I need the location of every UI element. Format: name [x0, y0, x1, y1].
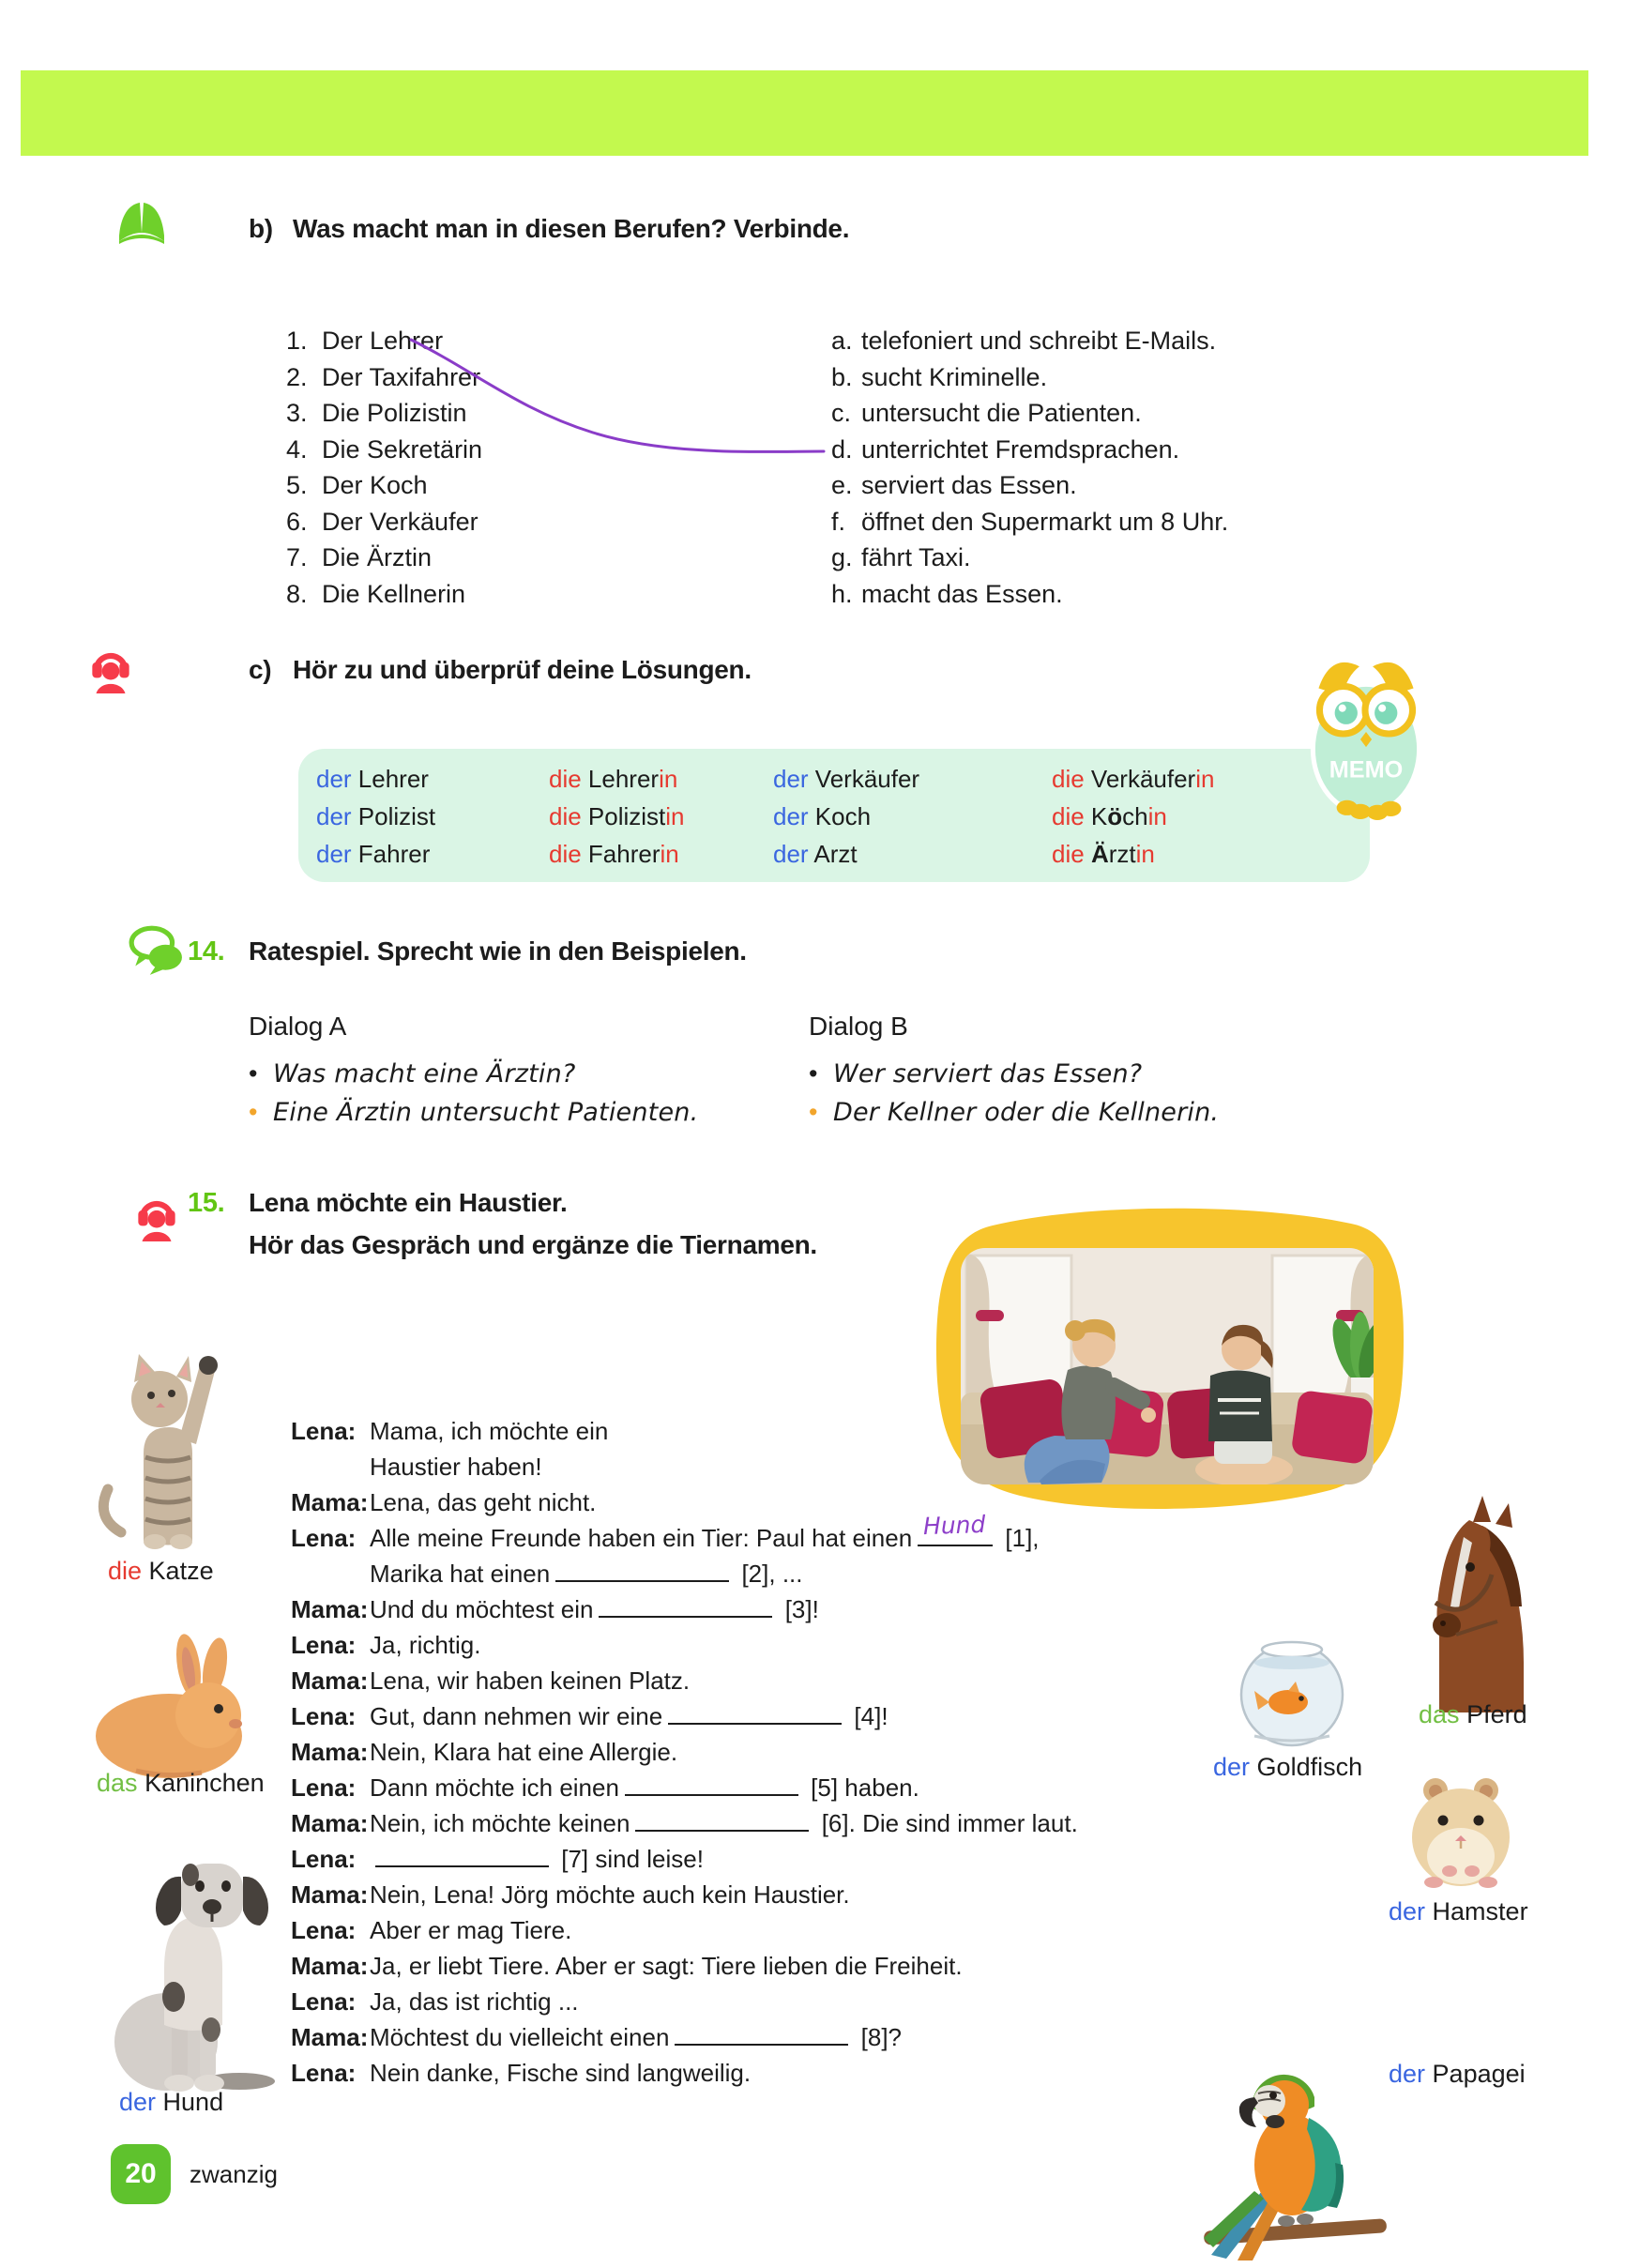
action-item[interactable]	[831, 467, 1228, 504]
profession-item[interactable]	[286, 504, 482, 540]
item-number: 1.	[286, 327, 308, 355]
dialog-line	[249, 1093, 774, 1132]
memo-entry	[549, 798, 685, 835]
item-letter: c.	[831, 399, 852, 427]
memo-part: in	[665, 802, 685, 830]
dialog-a-title: Dialog A	[249, 1012, 347, 1041]
item-letter: a.	[831, 327, 853, 355]
memo-part: Arzt	[808, 840, 858, 868]
item-text: untersucht die Patienten.	[861, 399, 1142, 427]
action-item[interactable]	[831, 323, 1228, 359]
dialogue-text: Gut, dann nehmen wir eine	[370, 1702, 663, 1730]
dialogue-text: [2], ...	[735, 1560, 803, 1588]
dialog-b-title: Dialog B	[809, 1012, 908, 1041]
speaker-name: Mama:	[291, 1738, 369, 1766]
pet-name: Hund	[162, 2088, 224, 2116]
dialog-text: Eine Ärztin untersucht Patienten.	[273, 1098, 699, 1127]
dialogue-line	[291, 1948, 1323, 1984]
dialog-text: Was macht eine Ärztin?	[273, 1059, 576, 1088]
dialogue-text: Nein, Lena! Jörg möchte auch kein Haustier.	[370, 1880, 850, 1909]
profession-item[interactable]	[286, 576, 482, 613]
item-number: 3.	[286, 399, 308, 427]
item-text: fährt Taxi.	[861, 543, 971, 571]
dialogue-text: Haustier haben!	[370, 1453, 542, 1481]
memo-part: ch	[1122, 802, 1148, 830]
fill-in-blank[interactable]	[918, 1510, 993, 1546]
exercise-b-label: b)	[249, 214, 273, 243]
article-text: das	[1419, 1700, 1460, 1728]
item-text: Der Taxifahrer	[322, 362, 481, 391]
dialogue-line	[291, 1734, 1323, 1770]
bullet-icon: •	[249, 1098, 258, 1126]
memo-part: in	[659, 765, 678, 793]
cat-photo	[80, 1348, 258, 1592]
profession-item[interactable]	[286, 540, 482, 576]
action-item[interactable]	[831, 504, 1228, 540]
dialogue-line	[291, 1663, 1323, 1698]
memo-part: der	[316, 840, 352, 868]
fill-in-blank[interactable]	[599, 1591, 772, 1618]
pet-name: Pferd	[1466, 1700, 1527, 1728]
dialogue-text: [1],	[998, 1524, 1040, 1552]
item-letter: e.	[831, 471, 853, 499]
memo-part: der	[773, 802, 809, 830]
memo-entry	[549, 760, 685, 798]
memo-entry	[1052, 835, 1214, 873]
item-text: Die Kellnerin	[322, 579, 466, 608]
dialogue-text: Lena, wir haben keinen Platz.	[370, 1667, 691, 1695]
dialogue-line	[291, 1912, 1323, 1948]
memo-part: der	[316, 765, 352, 793]
item-text: Die Sekretärin	[322, 434, 483, 464]
speaker-name: Lena:	[291, 2059, 357, 2087]
item-letter: d.	[831, 434, 853, 464]
dialogue-line	[291, 1698, 1323, 1734]
memo-part: die	[1052, 765, 1085, 793]
page-number-word: zwanzig	[190, 2160, 278, 2188]
speaker-name: Lena:	[291, 1631, 357, 1659]
item-number: 4.	[286, 434, 308, 464]
exercise-15-number: 15.	[188, 1188, 225, 1218]
speaker-name: Mama:	[291, 1667, 369, 1695]
pet-name: Goldfisch	[1256, 1753, 1363, 1781]
dialogue-text: Marika hat einen	[370, 1560, 551, 1588]
item-letter: g.	[831, 543, 853, 571]
speaker-name: Lena:	[291, 1702, 357, 1730]
memo-part: in	[1147, 802, 1167, 830]
item-text: serviert das Essen.	[861, 471, 1077, 499]
dog-photo	[99, 1828, 286, 2116]
memo-part: Lehrer	[581, 765, 660, 793]
dialogue-text: Nein danke, Fische sind langweilig.	[370, 2059, 752, 2087]
dialogue-text: Nein, ich möchte keinen	[370, 1809, 630, 1837]
speaker-name: Lena:	[291, 1524, 357, 1552]
memo-badge: MEMO	[1329, 756, 1404, 784]
hamster-photo	[1389, 1766, 1528, 1926]
memo-part	[1085, 840, 1091, 868]
memo-part: Ä	[1090, 840, 1109, 868]
goldfish-bowl-photo	[1213, 1631, 1363, 1781]
dialogue-line	[291, 1770, 1323, 1805]
memo-entry	[549, 835, 685, 873]
actions-list	[831, 323, 1228, 612]
item-letter: b.	[831, 362, 853, 391]
article-text: der	[1389, 1897, 1426, 1926]
dialogue-line	[291, 1984, 1323, 2019]
action-item[interactable]	[831, 576, 1228, 613]
action-item[interactable]	[831, 540, 1228, 576]
open-book-icon	[113, 197, 171, 250]
speaker-name: Mama:	[291, 1809, 369, 1837]
exercise-15-title-line1: Lena möchte ein Haustier.	[249, 1188, 568, 1217]
dialog-text: Wer serviert das Essen?	[833, 1059, 1143, 1088]
memo-part: die	[549, 802, 582, 830]
item-text: Der Lehrer	[322, 327, 444, 355]
memo-part: Lehrer	[351, 765, 429, 793]
memo-part: Koch	[808, 802, 872, 830]
memo-part: rzt	[1108, 840, 1136, 868]
item-number: 2.	[286, 362, 308, 391]
bullet-icon: •	[809, 1098, 818, 1126]
memo-part: der	[773, 765, 809, 793]
memo-entry	[773, 760, 919, 798]
memo-column	[549, 760, 685, 873]
article-text: das	[97, 1769, 138, 1797]
parrot-photo	[1196, 2050, 1526, 2266]
memo-box	[298, 749, 1370, 882]
action-item[interactable]	[831, 359, 1228, 396]
pet-name: Papagei	[1432, 2060, 1526, 2088]
dialogue-line	[291, 1484, 1323, 1520]
dialogue-line	[291, 1413, 1323, 1449]
dialogue-text: [8]?	[854, 2023, 902, 2051]
memo-entry	[773, 798, 919, 835]
pet-label-pferd	[1419, 1700, 1527, 1729]
memo-part: Verkäufer	[1084, 765, 1196, 793]
memo-part: in	[1195, 765, 1215, 793]
speaker-name: Lena:	[291, 1845, 357, 1873]
item-number: 6.	[286, 507, 308, 536]
dialogue-line	[291, 1510, 1323, 1556]
dialogue-text: Alle meine Freunde haben ein Tier: Paul hat einen	[370, 1524, 913, 1552]
dialogue-line	[291, 1841, 1323, 1877]
exercise-14-number: 14.	[188, 936, 225, 967]
pet-label-papagei	[1389, 2060, 1526, 2089]
memo-part: die	[549, 765, 582, 793]
memo-part: Polizist	[351, 802, 436, 830]
item-text: Die Ärztin	[322, 543, 433, 571]
item-text: sucht Kriminelle.	[861, 362, 1048, 391]
speaker-name: Mama:	[291, 1488, 369, 1516]
memo-part: ö	[1107, 802, 1123, 830]
rabbit-photo	[80, 1628, 267, 1797]
bullet-icon: •	[809, 1059, 818, 1088]
article-text: der	[1389, 2060, 1426, 2088]
pet-name: Kaninchen	[144, 1769, 265, 1797]
dialog-line	[809, 1055, 1334, 1093]
dialog-line	[249, 1055, 774, 1093]
dialogue-text: [4]!	[847, 1702, 888, 1730]
speaker-name: Lena:	[291, 1773, 357, 1802]
pet-label-hamster	[1389, 1897, 1528, 1926]
pet-label-hund	[119, 2088, 223, 2117]
article-text: der	[1213, 1753, 1251, 1781]
exercise-14-title: Ratespiel. Sprecht wie in den Beispielen.	[249, 936, 747, 966]
article-text: die	[108, 1557, 143, 1585]
page-number-badge	[111, 2144, 171, 2204]
bullet-icon: •	[249, 1059, 258, 1088]
action-item[interactable]	[831, 395, 1228, 432]
headphones-icon	[88, 638, 133, 694]
dialogue-line	[291, 1805, 1323, 1841]
dialogue-text: Aber er mag Tiere.	[370, 1916, 572, 1944]
exercise-15-title-line2: Hör das Gespräch und ergänze die Tiernamen.	[249, 1230, 817, 1259]
dialogue-text: Ja, er liebt Tiere. Aber er sagt: Tiere lieben die Freiheit.	[370, 1952, 963, 1980]
handwritten-answer: Hund	[922, 1510, 986, 1541]
memo-column	[316, 760, 435, 873]
item-letter: h.	[831, 579, 853, 608]
headphones-icon	[134, 1186, 179, 1242]
connection-line-1-to-d	[281, 319, 844, 474]
dialog-b	[809, 1012, 1334, 1132]
speech-bubbles-icon	[128, 925, 184, 976]
pet-label-kaninchen	[97, 1769, 265, 1798]
speaker-name: Mama:	[291, 1880, 369, 1909]
pet-name: Katze	[148, 1557, 214, 1585]
action-item[interactable]	[831, 432, 1228, 468]
item-text: telefoniert und schreibt E-Mails.	[861, 327, 1217, 355]
horse-photo	[1400, 1492, 1555, 1728]
dialogue-text: Lena, das geht nicht.	[370, 1488, 597, 1516]
dialogue-text: Ja, richtig.	[370, 1631, 481, 1659]
dialogue-line	[291, 1449, 1323, 1484]
memo-entry	[1052, 760, 1214, 798]
dialog-a	[249, 1012, 774, 1132]
dialogue-text: Möchtest du vielleicht einen	[370, 2023, 670, 2051]
speaker-name: Mama:	[291, 2023, 369, 2051]
dialogue-line	[291, 2055, 1323, 2091]
item-text: Der Koch	[322, 471, 428, 499]
dialogue-line	[291, 2019, 1323, 2055]
memo-part: die	[1052, 802, 1085, 830]
dialogue-text: [6]. Die sind immer laut.	[814, 1809, 1078, 1837]
dialogue-text: Dann möchte ich einen	[370, 1773, 619, 1802]
item-text: unterrichtet Fremdsprachen.	[861, 434, 1180, 464]
fill-in-blank[interactable]	[375, 1841, 549, 1867]
item-text: Der Verkäufer	[322, 507, 478, 536]
item-letter: f.	[831, 507, 846, 536]
dialogue-text: Und du möchtest ein	[370, 1595, 594, 1623]
dialogue-line	[291, 1591, 1323, 1627]
fill-in-blank[interactable]	[668, 1698, 842, 1725]
fill-in-blank[interactable]	[675, 2019, 848, 2046]
memo-entry	[316, 760, 435, 798]
item-text: öffnet den Supermarkt um 8 Uhr.	[861, 507, 1229, 536]
memo-entry	[1052, 798, 1214, 835]
memo-part: in	[660, 840, 679, 868]
speaker-name: Mama:	[291, 1952, 369, 1980]
exercise-c-title: Hör zu und überprüf deine Lösungen.	[293, 655, 752, 684]
memo-part: in	[1135, 840, 1155, 868]
fill-in-blank[interactable]	[635, 1805, 809, 1832]
speaker-name: Lena:	[291, 1916, 357, 1944]
dialogue-text: Nein, Klara hat eine Allergie.	[370, 1738, 678, 1766]
dialogue-text: [7] sind leise!	[554, 1845, 704, 1873]
dialogue-line	[291, 1877, 1323, 1912]
pet-label-katze	[108, 1557, 214, 1586]
dialogue-text: [5] haben.	[803, 1773, 919, 1802]
dialog-text: Der Kellner oder die Kellnerin.	[833, 1098, 1220, 1127]
memo-entry	[316, 798, 435, 835]
dialogue-text: Mama, ich möchte ein	[370, 1417, 609, 1445]
fill-in-blank[interactable]	[625, 1770, 798, 1796]
owl-mascot	[1299, 650, 1433, 821]
dialog-line	[809, 1093, 1334, 1132]
item-number: 5.	[286, 471, 308, 499]
exercise-b-title: Was macht man in diesen Berufen? Verbinde.	[293, 214, 850, 243]
item-number: 7.	[286, 543, 308, 571]
pet-dialogue	[291, 1413, 1323, 2091]
page-number: 20	[125, 2158, 157, 2189]
dialogue-line	[291, 1627, 1323, 1663]
pet-name: Hamster	[1432, 1897, 1528, 1926]
speaker-name: Lena:	[291, 1987, 357, 2016]
dialogue-line	[291, 1556, 1323, 1591]
speaker-name: Lena:	[291, 1417, 357, 1445]
memo-part: Fahrer	[581, 840, 661, 868]
memo-part: Fahrer	[351, 840, 431, 868]
memo-part: der	[773, 840, 809, 868]
item-text: Die Polizistin	[322, 399, 467, 427]
memo-entry	[316, 835, 435, 873]
dialogue-text: [3]!	[778, 1595, 819, 1623]
pet-label-goldfisch	[1213, 1753, 1362, 1782]
item-text: macht das Essen.	[861, 579, 1063, 608]
dialogue-text: Ja, das ist richtig ...	[370, 1987, 579, 2016]
memo-part: K	[1084, 802, 1108, 830]
speaker-name: Mama:	[291, 1595, 369, 1623]
exercise-c-label: c)	[249, 655, 272, 684]
header-bar	[21, 70, 1588, 156]
memo-column	[773, 760, 919, 873]
memo-column	[1052, 760, 1214, 873]
fill-in-blank[interactable]	[555, 1556, 729, 1582]
memo-part: Polizist	[581, 802, 666, 830]
memo-part: die	[549, 840, 582, 868]
memo-part: Verkäufer	[808, 765, 920, 793]
item-number: 8.	[286, 579, 308, 608]
memo-entry	[773, 835, 919, 873]
memo-part: die	[1052, 840, 1085, 868]
memo-part: der	[316, 802, 352, 830]
article-text: der	[119, 2088, 157, 2116]
